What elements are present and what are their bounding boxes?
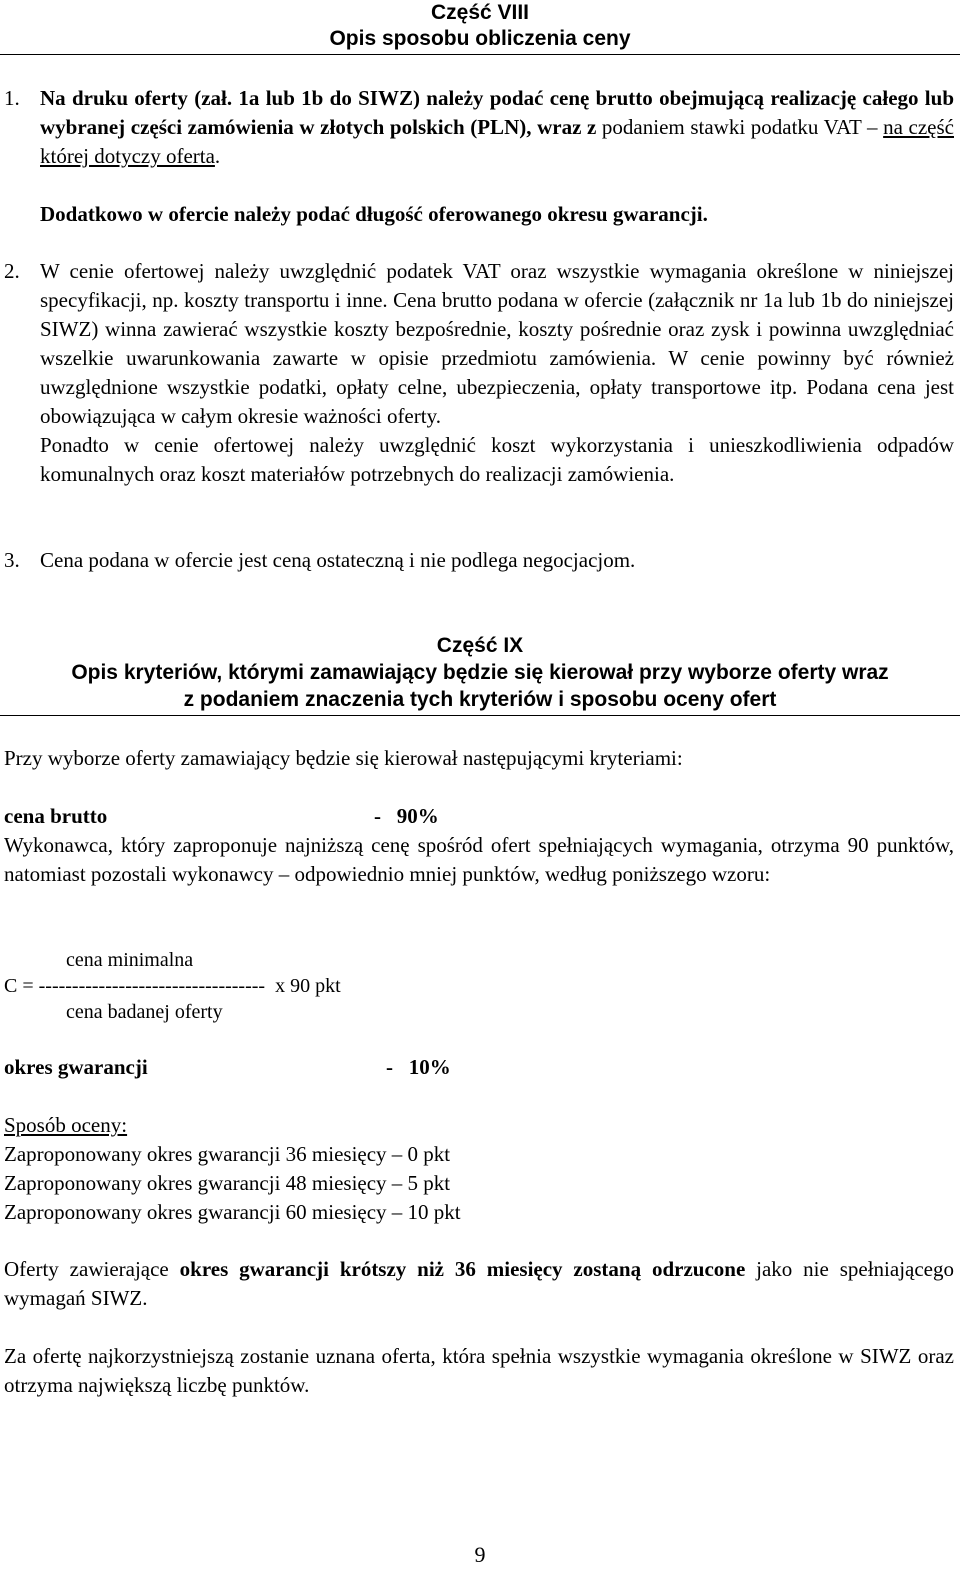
part9-header [0, 632, 960, 716]
list-item-2-number: 2. [4, 259, 20, 283]
scoring-section [0, 1111, 960, 1227]
page-number: 9 [474, 1542, 486, 1567]
rejection-bold: okres gwarancji krótszy niż 36 miesięcy zostaną odrzucone [179, 1257, 746, 1281]
criterion-price-name: cena brutto [4, 804, 108, 828]
list-item-3 [0, 546, 960, 575]
criterion-price-weight: - 90% [374, 804, 439, 828]
part9-rule [0, 715, 960, 716]
formula-denominator: cena badanej oferty [66, 1001, 223, 1023]
part9-title: Część IX [436, 634, 524, 657]
list-item-3-text: Cena podana w ofercie jest ceną ostateczną i nie podlega negocjacjom. [40, 548, 636, 572]
list-item-1-body [40, 84, 960, 229]
scoring-row: Zaproponowany okres gwarancji 36 miesięcy – 0 pkt [4, 1142, 451, 1166]
list-item-1-underlined: na część której dotyczy oferta [40, 115, 954, 168]
rejection-rule [0, 1255, 960, 1313]
part9-subtitle-line2: z podaniem znaczenia tych kryteriów i sposobu oceny ofert [183, 688, 777, 711]
list-item-3-number: 3. [4, 548, 20, 572]
criteria-intro: Przy wyborze oferty zamawiający będzie się kierował następującymi kryteriami: [4, 746, 683, 770]
criterion-warranty-name: okres gwarancji [4, 1055, 148, 1079]
list-item-2-text: W cenie ofertowej należy uwzględnić podatek VAT oraz wszystkie wymagania określone w niniejszej specyfikacji, np. koszty transportu i inne. Cena brutto podana w ofercie (załącznik nr 1a lub 1b do niniejszej SIWZ) winna zawierać wszystkie koszty bezpośrednie, koszty pośrednie oraz zysk i powinna uwzględniać wszelkie uwarunkowania zawarte w opisie przedmiotu zamówienia. W cenie powinny być również uwzględnione wszystkie podatki, opłaty celne, ubezpieczenia, opłaty transportowe itp. Podana cena jest obowiązująca w całym okresie ważności oferty. [40, 259, 954, 428]
list-item-1-extra: Dodatkowo w ofercie należy podać długość oferowanego okresu gwarancji. [40, 202, 708, 226]
rejection-post: jako nie spełniającego wymagań SIWZ. [4, 1257, 954, 1310]
part8-rule [0, 54, 960, 55]
scoring-label: Sposób oceny: [4, 1113, 128, 1137]
list-item-1-text-pre: podaniem stawki podatku VAT – [601, 115, 878, 139]
list-item-1-number: 1. [4, 86, 20, 110]
part9-subtitle-line1: Opis kryteriów, którymi zamawiający będzie się kierował przy wyborze oferty wraz [71, 661, 889, 684]
formula-line: C = ---------------------------------- x 90 pkt [4, 975, 341, 997]
list-item-2-text2: Ponadto w cenie ofertowej należy uwzględnić koszt wykorzystania i unieszkodliwienia odpadów komunalnych oraz koszt materiałów potrzebnych do realizacji zamówienia. [40, 433, 954, 486]
scoring-row: Zaproponowany okres gwarancji 48 miesięcy – 5 pkt [4, 1171, 451, 1195]
list-item-1 [0, 84, 960, 229]
scoring-row: Zaproponowany okres gwarancji 60 miesięcy – 10 pkt [4, 1200, 461, 1224]
price-formula [0, 946, 960, 1028]
part8-title: Część VIII [430, 1, 530, 24]
list-item-2-body [40, 257, 960, 489]
part8-header [0, 0, 960, 55]
list-item-1-bold-text: Na druku oferty (zał. 1a lub 1b do SIWZ) należy podać cenę brutto obejmującą realizację całego lub wybranej części zamówienia w złotych polskich (PLN), wraz z [40, 86, 954, 139]
part8-subtitle: Opis sposobu obliczenia ceny [329, 27, 631, 50]
formula-numerator: cena minimalna [66, 949, 194, 971]
criterion-warranty-weight: - 10% [386, 1055, 451, 1079]
criterion-price [0, 802, 960, 889]
rejection-pre: Oferty zawierające [4, 1257, 169, 1281]
criterion-price-description: Wykonawca, który zaproponuje najniższą cenę spośród ofert spełniających wymagania, otrzyma 90 punktów, natomiast pozostali wykonawcy – odpowiednio mniej punktów, według poniższego wzoru: [4, 833, 954, 886]
list-item-1-text-post: . [214, 144, 221, 168]
conclusion: Za ofertę najkorzystniejszą zostanie uznana oferta, która spełnia wszystkie wymagania określone w SIWZ oraz otrzyma największą liczbę punktów. [4, 1344, 954, 1397]
criterion-warranty [0, 1053, 960, 1082]
list-item-2 [0, 257, 960, 489]
